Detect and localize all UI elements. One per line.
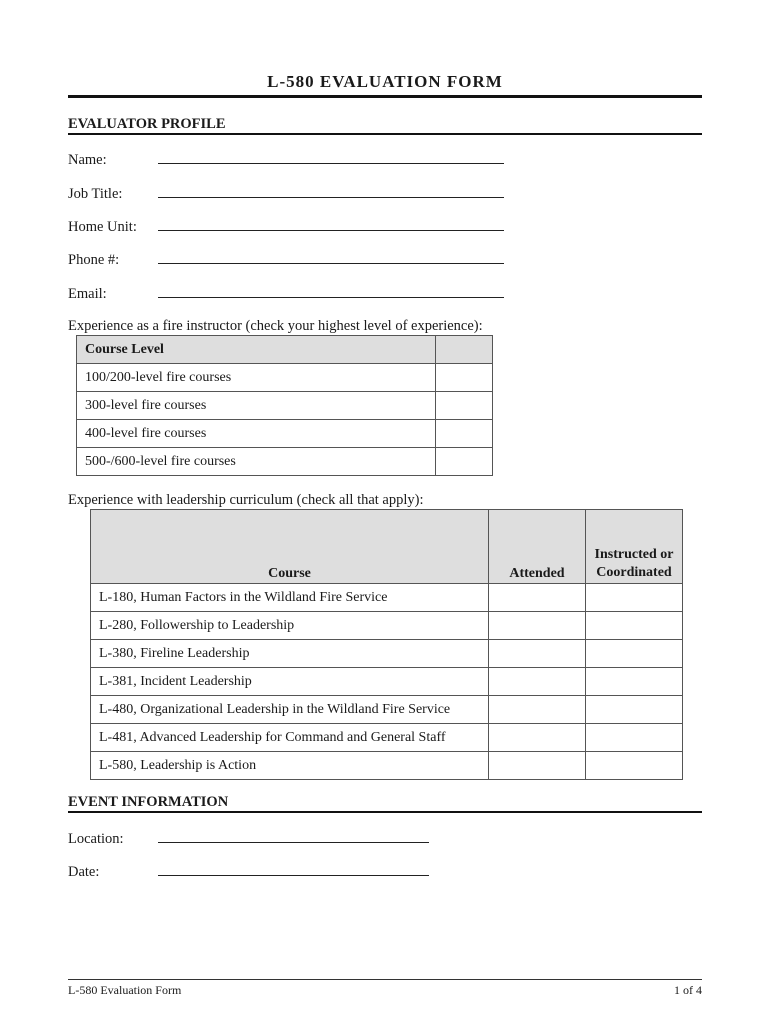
table-row <box>77 420 493 448</box>
date-label: Date: <box>68 864 100 880</box>
instructor-experience-note: Experience as a fire instructor (check your highest level of experience): <box>68 318 483 334</box>
instructed-column-header: Instructed or Coordinated <box>586 510 683 584</box>
course-name: L-280, Followership to Leadership <box>91 612 489 640</box>
title-divider <box>68 95 702 98</box>
job-title-input-line[interactable] <box>158 185 504 198</box>
attended-checkbox[interactable] <box>489 640 586 668</box>
table-row <box>91 640 683 668</box>
phone-label: Phone #: <box>68 252 120 268</box>
form-title: L-580 EVALUATION FORM <box>267 72 503 91</box>
course-name: L-580, Leadership is Action <box>91 752 489 780</box>
name-label: Name: <box>68 152 107 168</box>
instructed-checkbox[interactable] <box>586 724 683 752</box>
course-level-label: 500-/600-level fire courses <box>77 448 436 476</box>
course-level-header: Course Level <box>77 336 436 364</box>
course-level-table <box>76 335 493 476</box>
evaluator-profile-heading: EVALUATOR PROFILE <box>68 116 226 132</box>
footer-divider <box>68 979 702 980</box>
course-name: L-481, Advanced Leadership for Command and General Staff <box>91 724 489 752</box>
evaluator-profile-divider <box>68 133 702 135</box>
course-level-checkbox[interactable] <box>436 448 493 476</box>
email-input-line[interactable] <box>158 285 504 298</box>
date-input-line[interactable] <box>158 863 429 876</box>
attended-checkbox[interactable] <box>489 752 586 780</box>
attended-checkbox[interactable] <box>489 612 586 640</box>
instructed-checkbox[interactable] <box>586 752 683 780</box>
name-input-line[interactable] <box>158 151 504 164</box>
leadership-experience-note: Experience with leadership curriculum (check all that apply): <box>68 492 424 508</box>
course-level-label: 100/200-level fire courses <box>77 364 436 392</box>
course-level-label: 300-level fire courses <box>77 392 436 420</box>
home-unit-field[interactable] <box>68 218 504 236</box>
course-level-label: 400-level fire courses <box>77 420 436 448</box>
course-level-checkbox[interactable] <box>436 420 493 448</box>
instructed-checkbox[interactable] <box>586 668 683 696</box>
table-row <box>91 696 683 724</box>
course-name: L-180, Human Factors in the Wildland Fire Service <box>91 584 489 612</box>
event-information-divider <box>68 811 702 813</box>
table-row <box>91 668 683 696</box>
instructed-checkbox[interactable] <box>586 640 683 668</box>
table-row <box>91 752 683 780</box>
phone-input-line[interactable] <box>158 251 504 264</box>
job-title-field[interactable] <box>68 185 504 203</box>
leadership-curriculum-table <box>90 509 683 780</box>
instructed-checkbox[interactable] <box>586 696 683 724</box>
event-information-heading: EVENT INFORMATION <box>68 794 229 810</box>
course-level-check-header <box>436 336 493 364</box>
instructed-checkbox[interactable] <box>586 612 683 640</box>
table-row <box>91 584 683 612</box>
location-field[interactable] <box>68 830 429 848</box>
footer-document-name: L-580 Evaluation Form <box>68 983 182 997</box>
table-row <box>77 448 493 476</box>
location-input-line[interactable] <box>158 830 429 843</box>
home-unit-input-line[interactable] <box>158 218 504 231</box>
date-field[interactable] <box>68 863 429 881</box>
attended-column-header: Attended <box>489 510 586 584</box>
course-name: L-480, Organizational Leadership in the Wildland Fire Service <box>91 696 489 724</box>
attended-checkbox[interactable] <box>489 668 586 696</box>
table-row <box>77 364 493 392</box>
table-row <box>91 612 683 640</box>
course-name: L-380, Fireline Leadership <box>91 640 489 668</box>
job-title-label: Job Title: <box>68 186 123 202</box>
name-field[interactable] <box>68 151 504 169</box>
instructed-checkbox[interactable] <box>586 584 683 612</box>
email-field[interactable] <box>68 285 504 303</box>
course-column-header: Course <box>91 510 489 584</box>
attended-checkbox[interactable] <box>489 584 586 612</box>
phone-field[interactable] <box>68 251 504 269</box>
email-label: Email: <box>68 286 107 302</box>
location-label: Location: <box>68 831 124 847</box>
table-row <box>77 392 493 420</box>
course-name: L-381, Incident Leadership <box>91 668 489 696</box>
course-level-checkbox[interactable] <box>436 364 493 392</box>
home-unit-label: Home Unit: <box>68 219 137 235</box>
attended-checkbox[interactable] <box>489 696 586 724</box>
course-level-checkbox[interactable] <box>436 392 493 420</box>
footer-page-number: 1 of 4 <box>674 983 702 997</box>
attended-checkbox[interactable] <box>489 724 586 752</box>
table-row <box>91 724 683 752</box>
